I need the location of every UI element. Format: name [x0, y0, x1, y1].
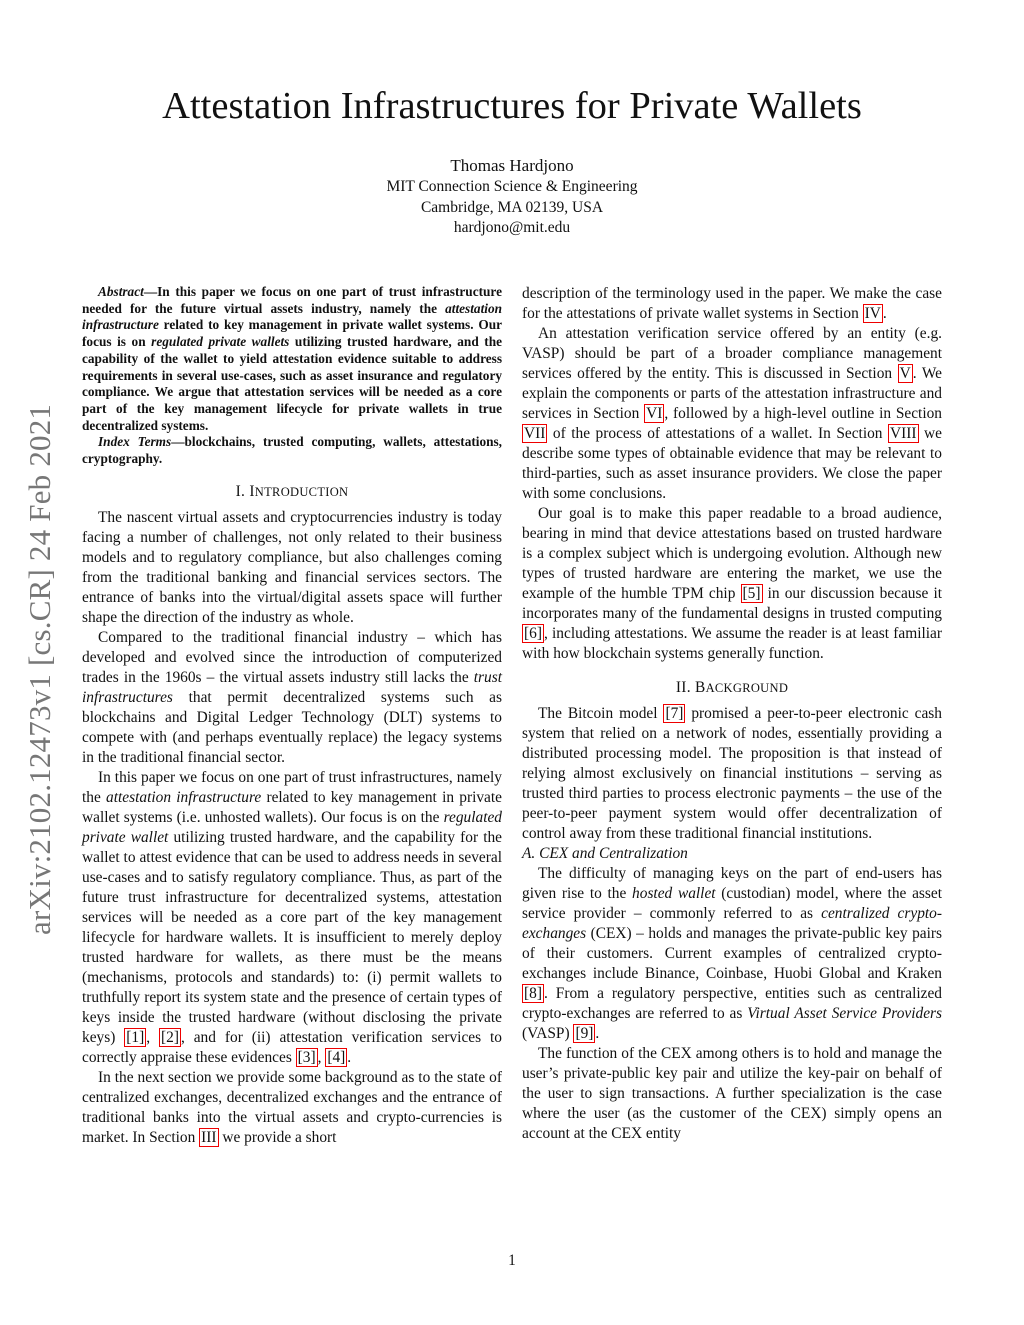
text-run: Compared to the traditional financial industry – which has developed and evolved since the introduction of computerized trades in the 1960s – the virtual assets industry still lacks the — [82, 628, 502, 686]
text-run: (CEX) – holds and manages the private-public key pairs of their customers. Current examples of centralized crypto-exchanges include Binance, Coinbase, Huobi Global and Kraken — [522, 925, 942, 982]
abstract-paragraph — [82, 284, 502, 434]
body-paragraph — [82, 1068, 502, 1148]
emphasis-text: Index Terms — [98, 434, 172, 450]
emphasis-text: Virtual Asset Service Providers — [747, 1005, 942, 1022]
text-run: —blockchains, trusted computing, wallets, attestations, cryptography. — [82, 434, 503, 467]
section-heading — [522, 678, 942, 698]
body-paragraph — [522, 864, 942, 1044]
text-run: we provide a short — [218, 1128, 337, 1146]
citation-link[interactable]: IV — [864, 305, 881, 322]
text-run: that permit decentralized systems such as blockchains and Digital Ledger Technology (DLT) systems to compete with (and perhaps eventually replace) the legacy systems in the traditional financial sector. — [82, 688, 502, 766]
text-run: , including attestations. We assume the reader is at least familiar with how blockchain systems generally function. — [522, 625, 942, 662]
text-run: related to key management in private wallet systems. Our focus is on — [82, 317, 502, 350]
citation-link[interactable]: [1] — [126, 1028, 145, 1046]
author-block — [0, 155, 1024, 239]
citation-link[interactable]: [3] — [297, 1048, 316, 1066]
page-number: 1 — [508, 1252, 516, 1269]
body-paragraph — [522, 324, 942, 504]
text-run: description of the terminology used in the paper. We make the case for the attestations of private wallet systems in Section — [522, 285, 942, 322]
text-run: Our goal is to make this paper readable to a broad audience, bearing in mind that device attestations based on trusted hardware is a complex subject which is undergoing evolution. Although new types of trusted hardware are entering the market, we use the example of the humble TPM chip — [522, 505, 942, 602]
text-run: (VASP) — [522, 1025, 574, 1042]
author-name: Thomas Hardjono — [450, 156, 574, 175]
paper-title: Attestation Infrastructures for Private Wallets — [162, 85, 862, 127]
body-paragraph — [82, 508, 502, 628]
emphasis-text: hosted wallet — [632, 885, 716, 902]
emphasis-text: regulated private wallets — [151, 334, 290, 350]
text-run: related to key management in private wallet systems (i.e. unhosted wallets). Our focus is on the — [82, 788, 502, 826]
citation-link[interactable]: [6] — [524, 625, 542, 642]
body-paragraph — [82, 768, 502, 1068]
emphasis-text: centralized crypto-exchanges — [522, 905, 942, 942]
section-heading — [82, 482, 502, 502]
text-run: , — [146, 1028, 159, 1046]
abstract — [82, 284, 502, 468]
body-paragraph — [522, 1044, 942, 1144]
section-title: NTRODUCTION — [254, 484, 349, 499]
index-terms — [82, 434, 502, 467]
section-title: ACKGROUND — [705, 681, 789, 695]
text-run: An attestation verification service offered by an entity (e.g. VASP) should be part of a broader compliance management services offered by the entity. This is discussed in Section — [522, 325, 942, 382]
text-run: . From a regulatory perspective, entities such as centralized crypto-exchanges are referred to as — [522, 985, 942, 1022]
text-run: , — [317, 1048, 326, 1066]
text-run: In this paper we focus on one part of trust infrastructures, namely the — [82, 768, 502, 806]
text-run: The difficulty of managing keys on the part of end-users has given rise to the — [522, 865, 942, 902]
right-column — [522, 284, 942, 1144]
citation-link[interactable]: VII — [524, 425, 546, 442]
left-column — [82, 284, 502, 1148]
text-run: The Bitcoin model — [538, 705, 664, 722]
citation-link[interactable]: VI — [646, 405, 663, 422]
text-run: The nascent virtual assets and cryptocurrencies industry is today facing a number of challenges, not only related to their business models and to regulatory compliance, but also challenges coming from the traditional banking and financial services sectors. The entrance of banks into the virtual/digital assets space will further shape the direction of the industry as whole. — [82, 508, 502, 626]
emphasis-text: regulated private wallet — [82, 808, 502, 846]
text-run: . We explain the components or parts of the attestation infrastructure and services in Section — [522, 365, 942, 422]
citation-link[interactable]: [2] — [161, 1028, 179, 1046]
author-address: Cambridge, MA 02139, USA — [420, 198, 604, 216]
citation-link[interactable]: III — [201, 1128, 217, 1146]
section-initial: B — [695, 679, 706, 696]
body-paragraph — [522, 704, 942, 844]
citation-link[interactable]: [5] — [742, 585, 761, 602]
emphasis-text: attestation infrastructure — [106, 788, 262, 806]
text-run: utilizing trusted hardware, and the capability of the wallet to yield attestation evidence suitable to address requirements in several use-cases, such as asset insurance and regulatory compliance. We argue that attestation services will be needed as a core part of the key management lifecycle for private wallets in true decentralized systems. — [82, 334, 503, 433]
body-paragraph — [82, 628, 502, 768]
author-affiliation: MIT Connection Science & Engineering — [386, 178, 638, 195]
text-run: of the process of attestations of a wallet. In Section — [547, 425, 889, 442]
text-run: , followed by a high-level outline in Section — [664, 405, 942, 422]
text-run: . — [882, 305, 887, 322]
citation-link[interactable]: [9] — [575, 1025, 594, 1042]
text-run: . — [595, 1025, 600, 1042]
citation-link[interactable]: V — [899, 365, 911, 382]
author-email: hardjono@mit.edu — [453, 219, 571, 237]
citation-link[interactable]: VIII — [890, 425, 917, 442]
body-paragraph — [522, 284, 942, 324]
subsection-heading: A. CEX and Centralization — [522, 845, 688, 862]
citation-link[interactable]: [8] — [524, 985, 542, 1002]
text-run: , and for (ii) attestation verification services to correctly appraise these evidences — [82, 1028, 502, 1066]
emphasis-text: trust infrastructures — [82, 668, 502, 706]
arxiv-identifier: arXiv:2102.12473v1 [cs.CR] 24 Feb 2021 — [22, 403, 57, 935]
citation-link[interactable]: [4] — [327, 1048, 346, 1066]
section-initial: I — [249, 482, 255, 500]
section-number: II. — [675, 679, 695, 696]
emphasis-text: attestation infrastructure — [82, 300, 502, 333]
emphasis-text: Abstract — [98, 284, 144, 299]
text-run: —In this paper we focus on one part of trust infrastructure needed for the future virtual assets industry, namely the — [82, 284, 502, 316]
text-run: In the next section we provide some background as to the state of centralized exchanges, decentralized exchanges and the entrance of traditional banks into the virtual assets and crypto-currencies is market. In Section — [82, 1068, 502, 1146]
citation-link[interactable]: [7] — [665, 705, 684, 722]
text-run: (custodian) model, where the asset service provider – commonly referred to as — [522, 885, 942, 922]
text-run: in our discussion because it incorporates many of the fundamental designs in trusted computing — [522, 585, 942, 622]
text-run: utilizing trusted hardware, and the capability for the wallet to attest evidence that can be used to address needs in several use-cases and to satisfy regulatory compliance. Thus, as part of the future trust infrastructure for decentralized systems, attestation services will be needed as a core part of the key management lifecycle for hardware wallets. It is insufficient to merely deploy trusted hardware for wallets, as there must be the means (mechanisms, protocols and standards) to: (i) permit wallets to truthfully report its system state and the presence of certain types of keys inside the trusted hardware (without disclosing the private keys) — [82, 828, 503, 1046]
section-number: I. — [235, 482, 250, 500]
text-run: The function of the CEX among others is to hold and manage the user’s private-public key pair and utilize the key-pair on behalf of the user to sign transactions. A further specialization is the case where the user (as the customer of the CEX) simply opens an account at the CEX entity — [522, 1045, 942, 1142]
body-paragraph — [522, 504, 942, 664]
text-run: promised a peer-to-peer electronic cash system that relied on a network of nodes, essentially providing a distributed processing model. The proposition is that instead of relying almost exclusively on financial institutions – serving as trusted third parties to process electronic payments – the use of the peer-to-peer payment system would offer decentralization of control away from these traditional financial institutions. — [522, 705, 942, 842]
text-run: we describe some types of obtainable evidence that may be relevant to third-parties, such as asset insurance providers. We close the paper with some conclusions. — [522, 425, 942, 502]
text-run: . — [347, 1048, 352, 1066]
